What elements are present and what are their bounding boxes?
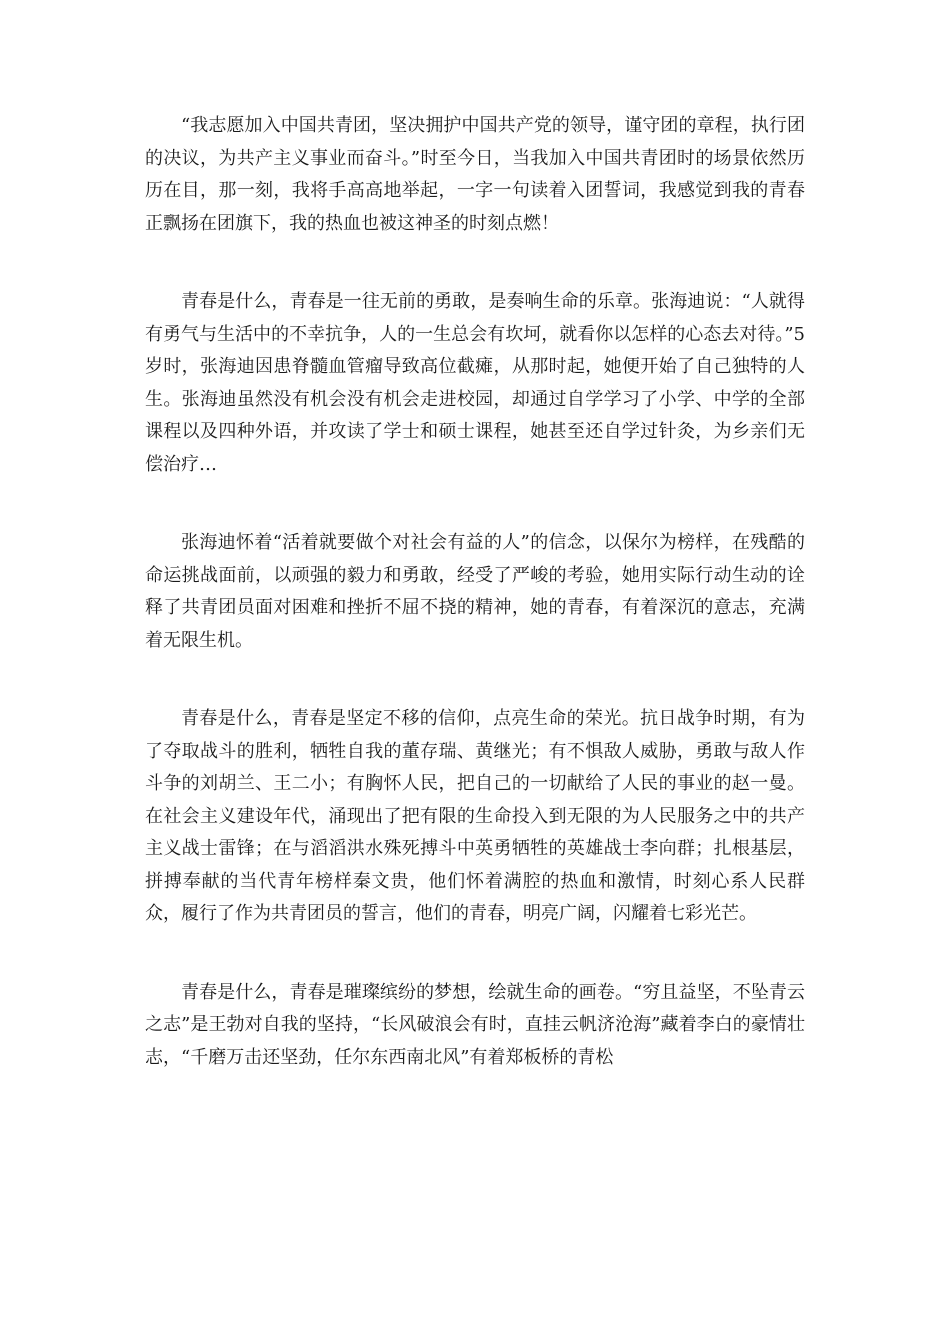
paragraph-zhang-haidi: 张海迪怀着“活着就要做个对社会有益的人”的信念，以保尔为榜样，在残酷的命运挑战面前，以顽强的毅力和勇敢，经受了严峻的考验，她用实际行动生动的诠释了共青团员面对困难和挫折不屈不挠的精神，她的青春，有着深沉的意志，充满着无限生机。 — [145, 532, 805, 651]
document-body — [145, 110, 805, 1120]
paragraph-courage: 青春是什么，青春是一往无前的勇敢，是奏响生命的乐章。张海迪说：“人就得有勇气与生活中的不幸抗争，人的一生总会有坎坷，就看你以怎样的心态去对待。”5岁时，张海迪因患脊髓血管瘤导致高位截瘫，从那时起，她便开始了自己独特的人生。张海迪虽然没有机会没有机会走进校园，却通过自学学习了小学、中学的全部课程以及四种外语，并攻读了学士和硕士课程，她甚至还自学过针灸，为乡亲们无偿治疗… — [145, 291, 805, 475]
paragraph-oath: “我志愿加入中国共青团，坚决拥护中国共产党的领导，谨守团的章程，执行团的决议，为共产主义事业而奋斗。”时至今日，当我加入中国共青团时的场景依然历历在目，那一刻，我将手高高地举起，一字一句读着入团誓词，我感觉到我的青春正飘扬在团旗下，我的热血也被这神圣的时刻点燃！ — [145, 115, 805, 234]
paragraph-dreams: 青春是什么，青春是璀璨缤纷的梦想，绘就生命的画卷。“穷且益坚，不坠青云之志”是王勃对自我的坚持，“长风破浪会有时，直挂云帆济沧海”藏着李白的豪情壮志，“千磨万击还坚劲，任尔东西南北风”有着郑板桥的青松 — [145, 981, 805, 1068]
paragraph-faith: 青春是什么，青春是坚定不移的信仰，点亮生命的荣光。抗日战争时期，有为了夺取战斗的胜利，牺牲自我的董存瑞、黄继光；有不惧敌人威胁，勇敢与敌人作斗争的刘胡兰、王二小；有胸怀人民，把自己的一切献给了人民的事业的赵一曼。在社会主义建设年代，涌现出了把有限的生命投入到无限的为人民服务之中的共产主义战士雷锋；在与滔滔洪水殊死搏斗中英勇牺牲的英雄战士李向群；扎根基层，拼搏奉献的当代青年榜样秦文贵，他们怀着满腔的热血和激情，时刻心系人民群众，履行了作为共青团员的誓言，他们的青春，明亮广阔，闪耀着七彩光芒。 — [145, 708, 805, 924]
